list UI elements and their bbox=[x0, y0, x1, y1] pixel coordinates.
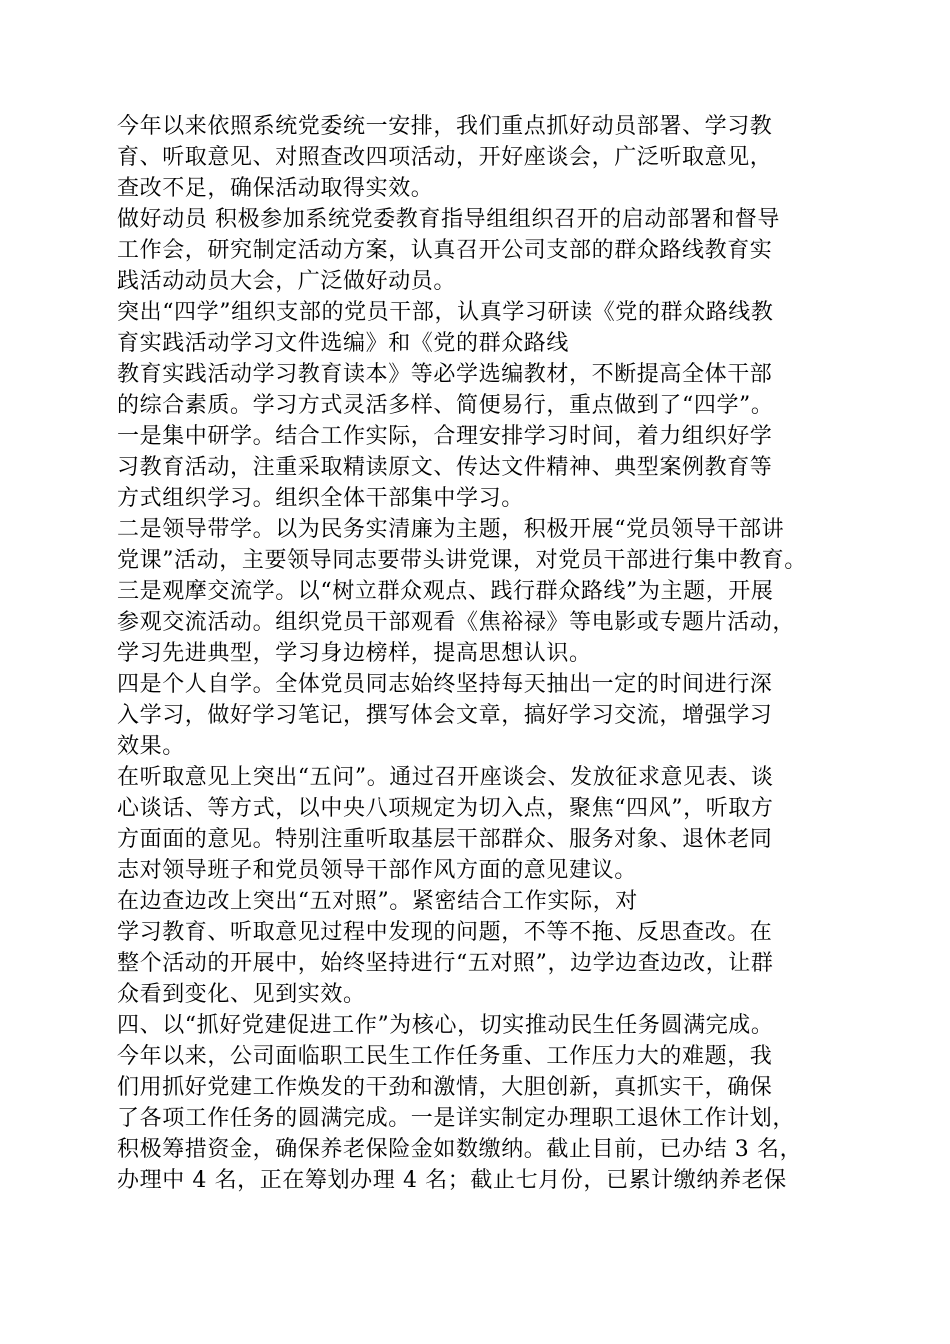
text-line: 效果。 bbox=[117, 734, 185, 759]
text-line: 入学习，做好学习笔记，撰写体会文章，搞好学习交流，增强学习 bbox=[117, 703, 773, 728]
text-line: 四是个人自学。全体党员同志始终坚持每天抽出一定的时间进行深 bbox=[117, 672, 773, 697]
text-line: 党课”活动，主要领导同志要带头讲党课，对党员干部进行集中教育。 bbox=[117, 548, 807, 573]
text-line: 四、以“抓好党建促进工作”为核心，切实推动民生任务圆满完成。 bbox=[117, 1013, 774, 1038]
text-line: 工作会，研究制定活动方案，认真召开公司支部的群众路线教育实 bbox=[117, 238, 773, 263]
text-line: 做好动员 积极参加系统党委教育指导组组织召开的启动部署和督导 bbox=[117, 207, 780, 232]
text-line: 心谈话、等方式，以中央八项规定为切入点，聚焦“四风”，听取方 bbox=[117, 796, 774, 821]
text-line: 了各项工作任务的圆满完成。一是详实制定办理职工退休工作计划， bbox=[117, 1106, 796, 1131]
text-line: 办理中 4 名，正在筹划办理 4 名；截止七月份，已累计缴纳养老保 bbox=[117, 1168, 787, 1193]
text-line: 查改不足，确保活动取得实效。 bbox=[117, 176, 434, 201]
text-line: 三是观摩交流学。以“树立群众观点、践行群众路线”为主题，开展 bbox=[117, 579, 774, 604]
text-line: 在听取意见上突出“五问”。通过召开座谈会、发放征求意见表、谈 bbox=[117, 765, 774, 790]
text-line: 教育实践活动学习教育读本》等必学选编教材，不断提高全体干部 bbox=[117, 362, 773, 387]
text-line: 践活动动员大会，广泛做好动员。 bbox=[117, 269, 457, 294]
text-line: 在边查边改上突出“五对照”。紧密结合工作实际，对 bbox=[117, 889, 638, 914]
text-line: 方面面的意见。特别注重听取基层干部群众、服务对象、退休老同 bbox=[117, 827, 773, 852]
text-line: 整个活动的开展中，始终坚持进行“五对照”，边学边查边改，让群 bbox=[117, 951, 774, 976]
text-line: 一是集中研学。结合工作实际，合理安排学习时间，着力组织好学 bbox=[117, 424, 773, 449]
text-line: 育、听取意见、对照查改四项活动，开好座谈会，广泛听取意见， bbox=[117, 145, 773, 170]
text-line: 积极筹措资金，确保养老保险金如数缴纳。截止目前，已办结 3 名， bbox=[117, 1137, 803, 1162]
text-line: 今年以来依照系统党委统一安排，我们重点抓好动员部署、学习教 bbox=[117, 114, 773, 139]
text-line: 志对领导班子和党员领导干部作风方面的意见建议。 bbox=[117, 858, 637, 883]
text-line: 众看到变化、见到实效。 bbox=[117, 982, 366, 1007]
text-line: 的综合素质。学习方式灵活多样、简便易行，重点做到了“四学”。 bbox=[117, 393, 774, 418]
text-line: 学习先进典型，学习身边榜样，提高思想认识。 bbox=[117, 641, 592, 666]
text-line: 二是领导带学。以为民务实清廉为主题，积极开展“党员领导干部讲 bbox=[117, 517, 785, 542]
text-line: 习教育活动，注重采取精读原文、传达文件精神、典型案例教育等 bbox=[117, 455, 773, 480]
text-line: 育实践活动学习文件选编》和《党的群众路线 bbox=[117, 331, 570, 356]
text-line: 学习教育、听取意见过程中发现的问题，不等不拖、反思查改。在 bbox=[117, 920, 773, 945]
text-line: 参观交流活动。组织党员干部观看《焦裕禄》等电影或专题片活动， bbox=[117, 610, 796, 635]
text-line: 方式组织学习。组织全体干部集中学习。 bbox=[117, 486, 524, 511]
text-line: 今年以来，公司面临职工民生工作任务重、工作压力大的难题，我 bbox=[117, 1044, 773, 1069]
text-line: 突出“四学”组织支部的党员干部，认真学习研读《党的群众路线教 bbox=[117, 300, 774, 325]
text-line: 们用抓好党建工作焕发的干劲和激情，大胆创新，真抓实干，确保 bbox=[117, 1075, 773, 1100]
